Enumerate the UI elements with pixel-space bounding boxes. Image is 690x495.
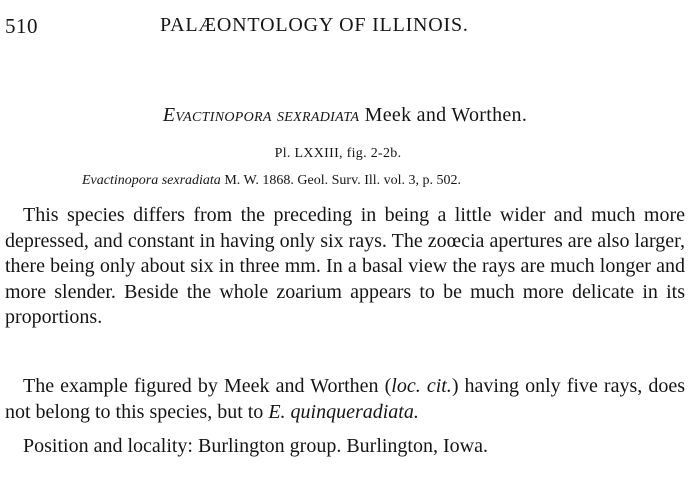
remarks-species: E. quinqueradiata. [268,400,419,423]
plate-reference: Pl. LXXIII, fig. 2-2b. [274,146,402,161]
page-number: 510 [5,14,38,38]
remarks-citation: loc. cit. [391,375,452,397]
running-title: PALÆONTOLOGY OF ILLINOIS. [160,14,469,36]
species-name: Evactinopora sexradiata [162,104,360,126]
remarks-paragraph [5,374,685,425]
remarks-text-middle: ) having only five rays, does not belong to this species, but to [5,375,685,423]
description-paragraph: This species differs from the preceding in being a little wider and much more depressed, and constant in having only six rays. The zoœcia apertures are also larger, there being only about six in three mm. In a basal view the rays are much longer and more slender. Beside the whole zoarium appears to be much more delicate in its proportions. [5,204,685,328]
locality-paragraph: Position and locality: Burlington group. Burlington, Iowa. [23,435,488,457]
synonymy-citation: M. W. 1868. Geol. Surv. Ill. vol. 3, p. 502. [224,173,462,188]
synonymy-name: Evactinopora sexradiata [82,173,221,188]
remarks-text-start: The example figured by Meek and Worthen ( [23,375,392,397]
species-heading [0,104,690,127]
synonymy-line [82,173,461,189]
species-authors: Meek and Worthen. [364,104,528,126]
